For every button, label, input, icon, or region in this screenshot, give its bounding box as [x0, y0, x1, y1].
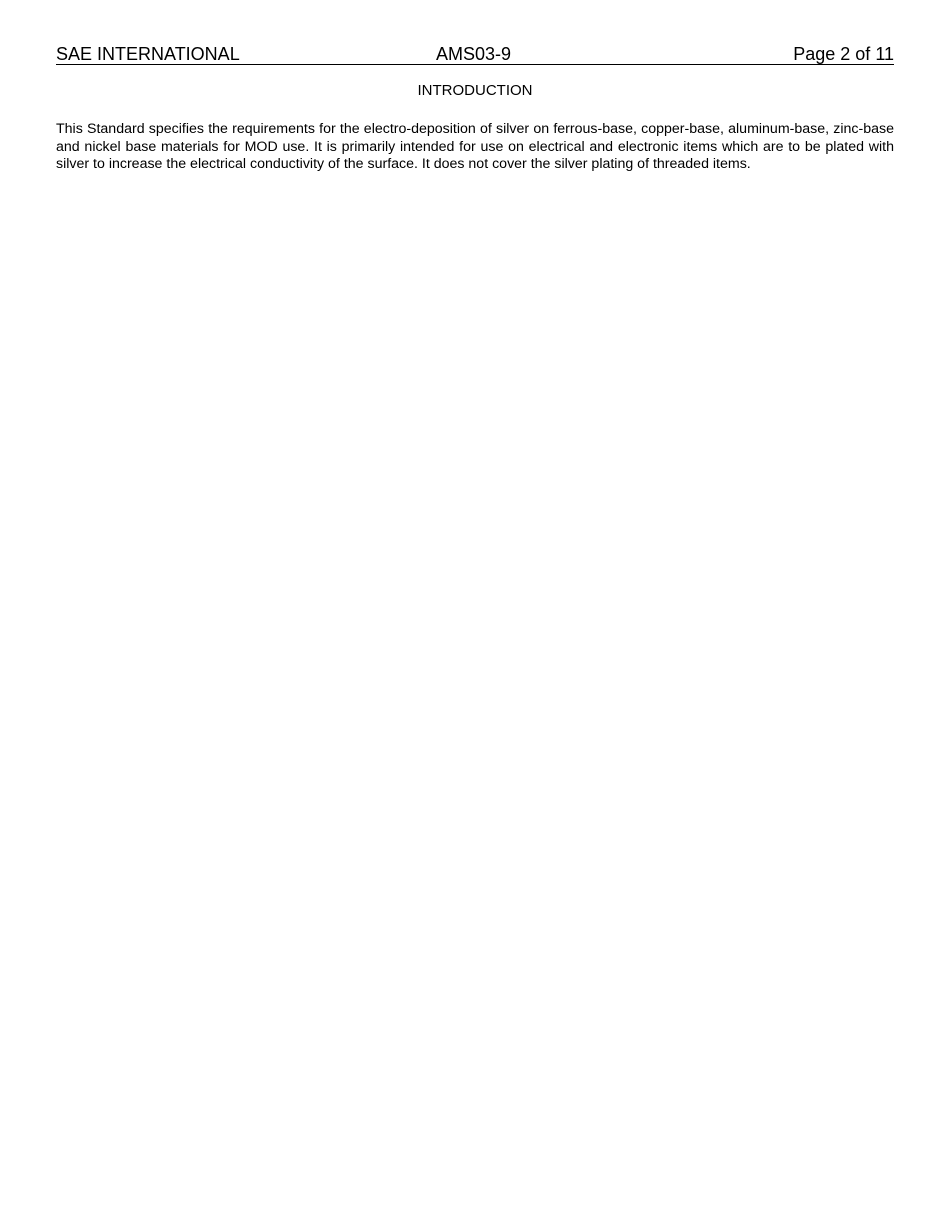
introduction-paragraph: This Standard specifies the requirements for the electro-deposition of silver on ferrous-base, copper-base, aluminum-base, zinc-base and nickel base materials for MOD use. It is primarily intended for use on electrical and electronic items which are to be plated with silver to increase the electrical conductivity of the surface. It does not cover the silver plating of threaded items.	[56, 121, 894, 172]
header-document-number: AMS03-9	[436, 44, 512, 64]
header-page-indicator: Page 2 of 11	[793, 44, 894, 64]
section-title: INTRODUCTION	[417, 82, 533, 99]
header-organization: SAE INTERNATIONAL	[56, 44, 240, 64]
page-header	[56, 44, 894, 65]
